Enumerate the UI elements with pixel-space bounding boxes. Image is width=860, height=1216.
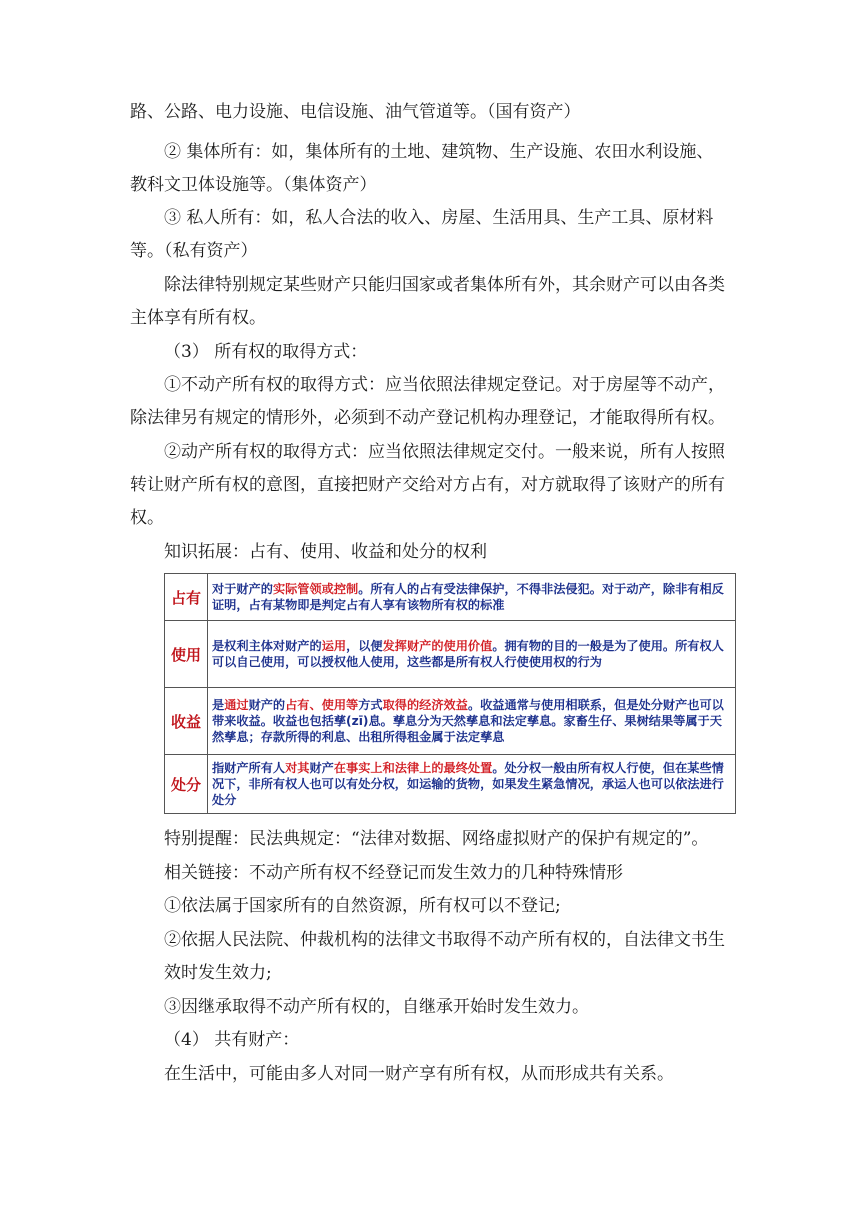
table-row xyxy=(165,574,736,621)
table-row xyxy=(165,688,736,755)
paragraph-line: ②动产所有权的取得方式：应当依照法律规定交付。一般来说，所有人按照 xyxy=(164,442,725,462)
table-row xyxy=(165,755,736,814)
paragraph-line: 权。 xyxy=(130,508,164,528)
paragraph-line: 除法律另有规定的情形外，必须到不动产登记机构办理登记，才能取得所有权。 xyxy=(130,408,725,428)
table-row xyxy=(165,621,736,688)
paragraph-line: ③因继承取得不动产所有权的，自继承开始时发生效力。 xyxy=(164,997,589,1017)
section-heading: （4） 共有财产： xyxy=(164,1030,300,1050)
paragraph-line: ①依法属于国家所有的自然资源，所有权可以不登记; xyxy=(164,896,561,916)
section-heading: （3） 所有权的取得方式： xyxy=(164,342,368,362)
paragraph-line: ①不动产所有权的取得方式：应当依照法律规定登记。对于房屋等不动产， xyxy=(164,375,725,395)
paragraph-line: 教科文卫体设施等。（集体资产） xyxy=(130,175,377,195)
paragraph-line: 除法律特别规定某些财产只能归国家或者集体所有外，其余财产可以由各类 xyxy=(164,275,725,295)
row-description: 指财产所有人对其财产在事实上和法律上的最终处置。处分权一般由所有权人行使，但在某些情况下，非所有权人也可以有处分权，如运输的货物，如果发生紧急情况，承运人也可以依法进行处分 xyxy=(208,755,736,814)
row-term: 收益 xyxy=(165,688,208,755)
paragraph-line: ② 集体所有：如，集体所有的土地、建筑物、生产设施、农田水利设施、 xyxy=(164,142,714,162)
row-term: 使用 xyxy=(165,621,208,688)
row-description: 是权利主体对财产的运用，以便发挥财产的使用价值。拥有物的目的一般是为了使用。所有权人可以自己使用，可以授权他人使用，这些都是所有权人行使使用权的行为 xyxy=(208,621,736,688)
paragraph-line: 主体享有所有权。 xyxy=(130,308,266,328)
paragraph-line: ②依据人民法院、仲裁机构的法律文书取得不动产所有权的，自法律文书生 xyxy=(164,930,725,950)
paragraph-line: 路、公路、电力设施、电信设施、油气管道等。（国有资产） xyxy=(130,102,581,122)
paragraph-line: 效时发生效力; xyxy=(164,963,272,983)
rights-table xyxy=(164,573,736,813)
paragraph-line: 转让财产所有权的意图，直接把财产交给对方占有，对方就取得了该财产的所有 xyxy=(130,475,725,495)
paragraph-line: ③ 私人所有：如，私人合法的收入、房屋、生活用具、生产工具、原材料 xyxy=(164,208,714,228)
paragraph-line: 等。（私有资产） xyxy=(130,241,258,261)
row-term: 占有 xyxy=(165,574,208,621)
table-caption: 知识拓展：占有、使用、收益和处分的权利 xyxy=(164,542,487,562)
paragraph-line: 在生活中，可能由多人对同一财产享有所有权，从而形成共有关系。 xyxy=(164,1064,674,1084)
row-description: 是通过财产的占有、使用等方式取得的经济效益。收益通常与使用相联系，但是处分财产也可以带来收益。收益也包括孳(zī)息。孳息分为天然孳息和法定孳息。家畜生仔、果树结果等属于天然孳息；存款所得的利息、出租所得租金属于法定孳息 xyxy=(208,688,736,755)
paragraph-line: 特别提醒：民法典规定：“法律对数据、网络虚拟财产的保护有规定的”。 xyxy=(164,829,709,849)
row-term: 处分 xyxy=(165,755,208,814)
paragraph-line: 相关链接：不动产所有权不经登记而发生效力的几种特殊情形 xyxy=(164,863,623,883)
row-description: 对于财产的实际管领或控制。所有人的占有受法律保护，不得非法侵犯。对于动产，除非有相反证明，占有某物即是判定占有人享有该物所有权的标准 xyxy=(208,574,736,621)
